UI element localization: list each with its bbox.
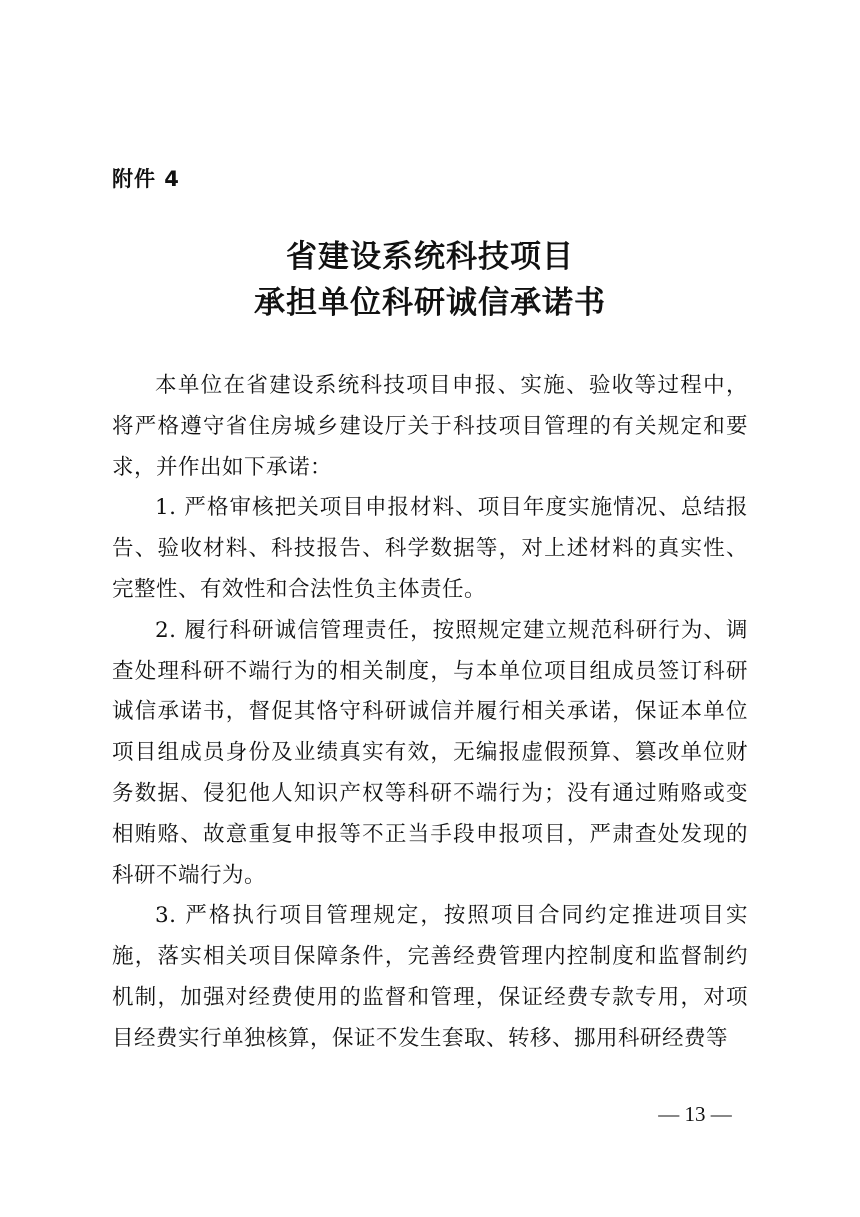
commitment-item-2: 2. 履行科研诚信管理责任，按照规定建立规范科研行为、调查处理科研不端行为的相关制度，与本单位项目组成员签订科研诚信承诺书，督促其恪守科研诚信并履行相关承诺，保证本单位项目组成员身份及业绩真实有效，无编报虚假预算、篡改单位财务数据、侵犯他人知识产权等科研不端行为；没有通过贿赂或变相贿赂、故意重复申报等不正当手段申报项目，严肃查处发现的科研不端行为。	[112, 617, 748, 888]
commitment-item-1: 1. 严格审核把关项目申报材料、项目年度实施情况、总结报告、验收材料、科技报告、科学数据等，对上述材料的真实性、完整性、有效性和合法性负主体责任。	[112, 495, 748, 602]
title-line-2: 承担单位科研诚信承诺书	[254, 285, 606, 321]
commitment-item-3: 3. 严格执行项目管理规定，按照项目合同约定推进项目实施，落实相关项目保障条件，完善经费管理内控制度和监督制约机制，加强对经费使用的监督和管理，保证经费专款专用，对项目经费实行单独核算，保证不发生套取、转移、挪用科研经费等	[112, 903, 748, 1051]
document-body	[112, 366, 748, 1060]
intro-paragraph: 本单位在省建设系统科技项目申报、实施、验收等过程中，将严格遵守省住房城乡建设厅关于科技项目管理的有关规定和要求，并作出如下承诺：	[112, 373, 748, 480]
title-line-1: 省建设系统科技项目	[286, 239, 574, 275]
attachment-label: 附件 4	[112, 167, 180, 191]
page-number: — 13 —	[658, 1102, 732, 1126]
document-title	[0, 234, 860, 326]
